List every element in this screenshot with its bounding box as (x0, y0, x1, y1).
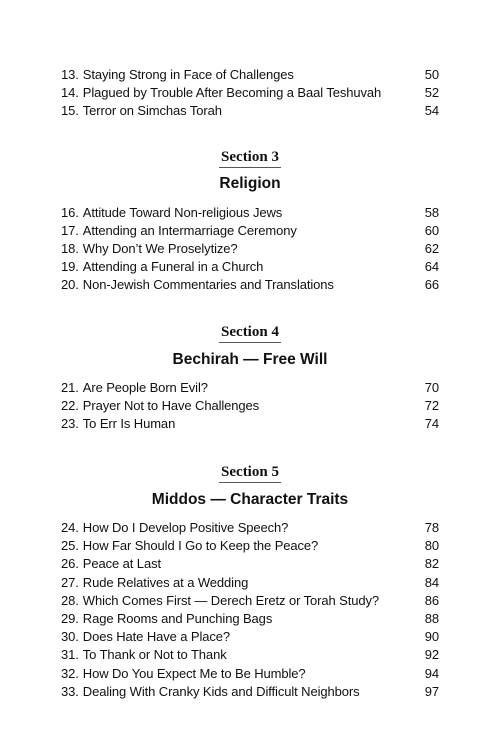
entry-number: 15. (61, 103, 79, 119)
toc-entry (61, 665, 439, 683)
entry-number: 33. (61, 683, 79, 699)
entry-page-number: 74 (424, 415, 439, 431)
entry-title: Attending an Intermarriage Ceremony (82, 222, 297, 238)
entry-title: Why Don’t We Proselytize? (82, 240, 238, 256)
entry-title: How Do I Develop Positive Speech? (82, 520, 289, 536)
entry-title: Rude Relatives at a Wedding (82, 574, 249, 590)
toc-entry (61, 258, 439, 276)
toc-entry (61, 628, 439, 646)
section-heading (61, 323, 439, 343)
entry-page-number: 97 (424, 683, 439, 699)
toc-entry (61, 66, 439, 84)
toc-entry (61, 204, 439, 222)
entry-page-number: 92 (424, 647, 439, 663)
entry-number: 17. (61, 222, 79, 238)
toc-entry (61, 397, 439, 415)
entry-page-number: 84 (424, 574, 439, 590)
entry-page-number: 50 (424, 67, 439, 82)
entry-number: 32. (61, 665, 79, 681)
entry-title: Plagued by Trouble After Becoming a Baal Teshuvah (82, 85, 382, 101)
entry-title: Attitude Toward Non-religious Jews (82, 204, 283, 220)
entry-page-number: 86 (424, 592, 439, 608)
section-title: Middos — Character Traits (151, 491, 349, 509)
entry-title: Are People Born Evil? (82, 379, 208, 395)
toc-entry (61, 519, 439, 537)
toc-entries-section-3 (61, 204, 439, 295)
toc-entry (61, 555, 439, 573)
entry-page-number: 94 (424, 665, 439, 681)
entry-page-number: 80 (424, 538, 439, 554)
entry-page-number: 70 (424, 379, 439, 395)
toc-entries-continued (61, 66, 439, 121)
entry-title: Does Hate Have a Place? (82, 629, 231, 645)
entry-title: Dealing With Cranky Kids and Difficult Neighbors (82, 683, 360, 699)
toc-entry (61, 276, 439, 294)
entry-number: 29. (61, 611, 79, 626)
entry-title: Non-Jewish Commentaries and Translations (82, 277, 334, 293)
entry-page-number: 64 (424, 259, 439, 275)
entry-number: 19. (61, 259, 79, 275)
table-of-contents (61, 66, 439, 701)
entry-page-number: 62 (424, 240, 439, 256)
entry-title: Rage Rooms and Punching Bags (82, 611, 273, 626)
entry-page-number: 66 (424, 277, 439, 293)
entry-number: 18. (61, 240, 79, 256)
entry-number: 14. (61, 85, 79, 101)
entry-title: Which Comes First — Derech Eretz or Torah Study? (82, 592, 380, 608)
toc-entry (61, 102, 439, 120)
entry-number: 25. (61, 538, 79, 554)
entry-page-number: 90 (424, 629, 439, 645)
toc-entries-section-4 (61, 379, 439, 434)
toc-entry (61, 415, 439, 433)
toc-entry (61, 222, 439, 240)
toc-entries-section-5 (61, 519, 439, 701)
entry-number: 21. (61, 379, 79, 395)
toc-entry (61, 646, 439, 664)
section-heading (61, 463, 439, 483)
entry-number: 22. (61, 397, 79, 413)
entry-number: 27. (61, 574, 79, 590)
section-heading (61, 148, 439, 168)
toc-entry (61, 537, 439, 555)
entry-page-number: 58 (424, 204, 439, 220)
entry-number: 16. (61, 204, 79, 220)
entry-number: 31. (61, 647, 79, 663)
toc-entry (61, 574, 439, 592)
toc-entry (61, 84, 439, 102)
entry-page-number: 78 (424, 520, 439, 536)
entry-title: Staying Strong in Face of Challenges (82, 67, 294, 82)
entry-title: Peace at Last (82, 556, 161, 572)
toc-entry (61, 592, 439, 610)
toc-entry (61, 240, 439, 258)
entry-number: 30. (61, 629, 79, 645)
entry-title: Prayer Not to Have Challenges (82, 397, 260, 413)
entry-title: To Thank or Not to Thank (82, 647, 227, 663)
entry-page-number: 88 (424, 611, 439, 626)
entry-number: 23. (61, 415, 79, 431)
section-label: Section 5 (219, 463, 281, 483)
entry-title: To Err Is Human (82, 415, 176, 431)
entry-title: Attending a Funeral in a Church (82, 259, 264, 275)
section-label: Section 4 (219, 323, 281, 343)
toc-entry (61, 610, 439, 628)
entry-title: How Far Should I Go to Keep the Peace? (82, 538, 319, 554)
toc-entry (61, 683, 439, 701)
entry-page-number: 52 (424, 85, 439, 101)
section-title: Bechirah — Free Will (172, 350, 328, 368)
section-label: Section 3 (219, 148, 281, 168)
entry-number: 13. (61, 67, 79, 82)
section-title: Religion (219, 174, 281, 192)
entry-number: 28. (61, 592, 79, 608)
entry-page-number: 54 (424, 103, 439, 119)
entry-number: 24. (61, 520, 79, 536)
entry-title: How Do You Expect Me to Be Humble? (82, 665, 306, 681)
entry-page-number: 82 (424, 556, 439, 572)
entry-number: 20. (61, 277, 79, 293)
entry-number: 26. (61, 556, 79, 572)
entry-page-number: 72 (424, 397, 439, 413)
entry-page-number: 60 (424, 222, 439, 238)
entry-title: Terror on Simchas Torah (82, 103, 222, 119)
toc-entry (61, 379, 439, 397)
